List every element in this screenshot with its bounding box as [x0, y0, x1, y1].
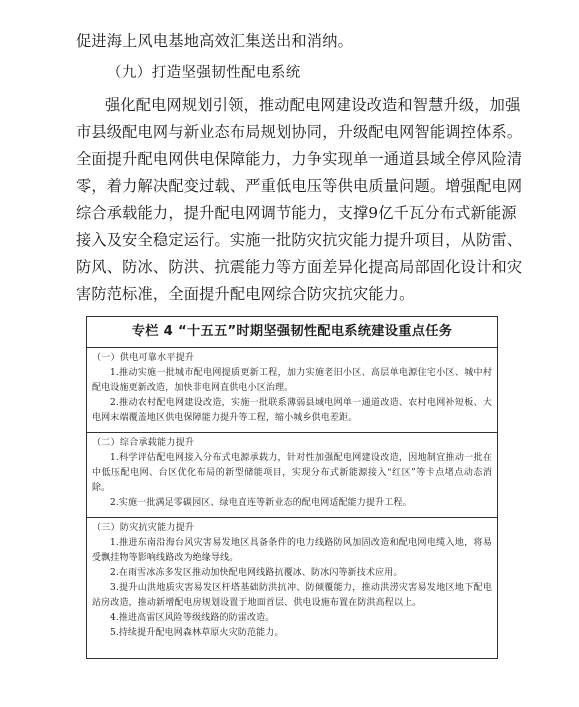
paragraph-line: 零，着力解决配变过载、严重低电压等供电质量问题。增强配电网 — [76, 177, 523, 195]
task-item: 1.推动实施一批城市配电网提质更新工程，加力实施老旧小区、高层单电源住宅小区、城中村配电设施更新改造，加快非电网直供电小区治理。 — [92, 368, 492, 393]
task-item: 1.推进东南沿海台风灾害易发地区具备条件的电力线路防风加固改造和配电网电缆入地，将易受飘挂物等影响线路改为绝缘导线。 — [92, 538, 492, 563]
text-line: 促进海上风电基地高效汇集送出和消纳。 — [76, 32, 353, 50]
task-item: 2.实施一批满足零碳园区、绿电直连等新业态的配电网适配能力提升工程。 — [110, 498, 412, 508]
task-item: 5.持续提升配电网森林草原火灾防范能力。 — [110, 628, 284, 638]
box-section — [87, 433, 497, 518]
paragraph-line: 市县级配电网与新业态布局规划协同，升级配电网智能调控体系。 — [76, 123, 523, 141]
box-section — [87, 518, 497, 659]
box-title: 专栏 4 “十五五”时期坚强韧性配电系统建设重点任务 — [87, 317, 497, 348]
section-head: （三）防灾抗灾能力提升 — [92, 523, 195, 533]
section-heading: （九）打造坚强韧性配电系统 — [107, 65, 301, 81]
paragraph-line: 全面提升配电网供电保障能力，力争实现单一通道县域全停风险清 — [76, 150, 523, 168]
task-item: 3.提升山洪地质灾害易发区杆塔基础防洪抗冲、防倾覆能力，推动洪涝灾害易发地区地下配电站房改造，推动新增配电房规划设置于地面首层、供电设施布置在防洪高程以上。 — [92, 583, 492, 608]
task-item: 2.推动农村配电网建设改造，实施一批联系薄弱县域电网单一通道改造、农村电网补短板、大电网末端覆盖地区供电保障能力提升等工程，缩小城乡供电差距。 — [92, 398, 492, 423]
task-item: 4.推进高雷区风险等级线路的防雷改造。 — [110, 613, 275, 623]
section-head: （二）综合承载能力提升 — [92, 438, 195, 448]
task-item: 1.科学评估配电网接入分布式电源承载力，针对性加强配电网建设改造，因地制宜推动一批在中低压配电网、台区优化布局的新型储能项目，实现分布式新能源接入“红区”等卡点堵点动态消除。 — [92, 453, 492, 493]
task-item: 2.在雨雪冰冻多发区推动加快配电网线路抗覆冰、防冰闪等新技术应用。 — [110, 568, 403, 578]
box-section — [87, 348, 497, 433]
paragraph-line: 强化配电网规划引领，推动配电网建设改造和智慧升级，加强 — [105, 96, 521, 114]
paragraph-line: 害防范标准，全面提升配电网综合防灾抗灾能力。 — [76, 285, 415, 303]
paragraph-line: 接入及安全稳定运行。实施一批防灾抗灾能力提升项目，从防雷、 — [76, 231, 523, 249]
section-head: （一）供电可靠水平提升 — [92, 353, 195, 363]
column-box — [86, 316, 498, 659]
paragraph-line: 综合承载能力，提升配电网调节能力，支撑9亿千瓦分布式新能源 — [76, 204, 517, 222]
paragraph-line: 防风、防冰、防洪、抗震能力等方面差异化提高局部固化设计和灾 — [76, 258, 523, 276]
